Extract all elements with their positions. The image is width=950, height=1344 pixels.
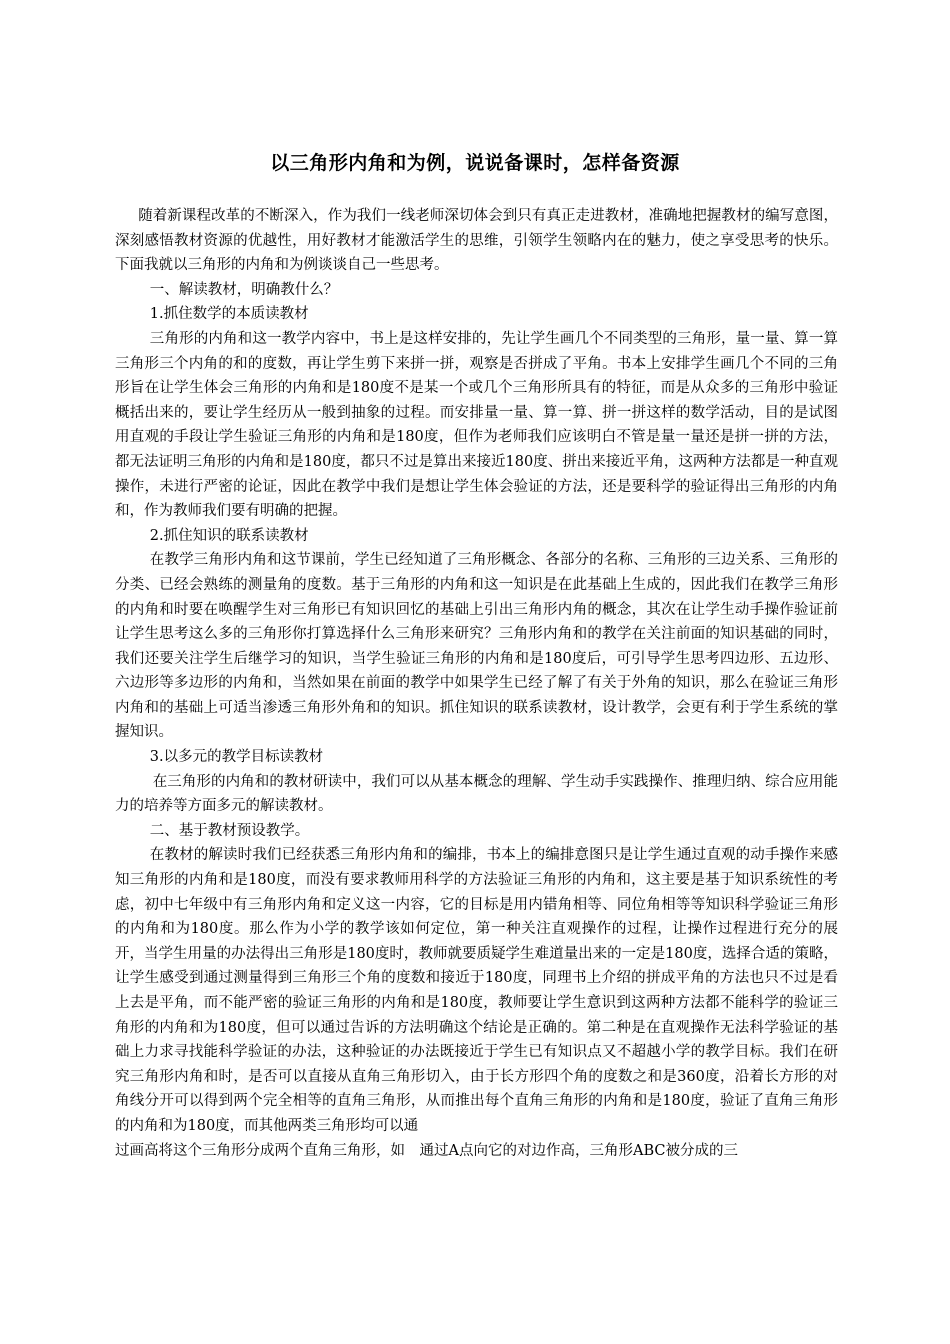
document-body [115,204,838,1163]
body-paragraph: 在三角形的内角和的教材研读中，我们可以从基本概念的理解、学生动手实践操作、推理归纳、综合应用能力的培养等方面多元的解读教材。 [115,773,838,815]
subsection-heading-1-2: 2.抓住知识的联系读教材 [149,527,309,544]
document-title: 以三角形内角和为例，说说备课时，怎样备资源 [270,152,680,174]
section-heading-2: 二、基于教材预设教学。 [149,822,310,839]
body-paragraph: 三角形的内角和这一教学内容中，书上是这样安排的，先让学生画几个不同类型的三角形，量一量、算一算三角形三个内角的和的度数，再让学生剪下来拼一拼，观察是否拼成了平角。书本上安排学生画几个不同的三角形旨在让学生体会三角形的内角和是180度不是某一个或几个三角形所具有的特征，而是从众多的三角形中验证概括出来的，要让学生经历从一般到抽象的过程。而安排量一量、算一算、拼一拼这样的数学活动，目的是试图用直观的手段让学生验证三角形的内角和是180度，但作为老师我们应该明白不管是量一量还是拼一拼的方法，都无法证明三角形的内角和是180度，都只不过是算出来接近180度、拼出来接近平角，这两种方法都是一种直观操作，未进行严密的论证，因此在教学中我们是想让学生体会验证的方法，还是要科学的验证得出三角形的内角和，作为教师我们要有明确的把握。 [115,330,838,520]
body-paragraph: 在教学三角形内角和这节课前，学生已经知道了三角形概念、各部分的名称、三角形的三边关系、三角形的分类、已经会熟练的测量角的度数。基于三角形的内角和这一知识是在此基础上生成的，因此我们在教学三角形的内角和时要在唤醒学生对三角形已有知识回忆的基础上引出三角形内角的概念，其次在让学生动手操作验证前让学生思考这么多的三角形你打算选择什么三角形来研究？三角形内角和的教学在关注前面的知识基础的同时，我们还要关注学生后继学习的知识，当学生验证三角形的内角和是180度后，可引导学生思考四边形、五边形、六边形等多边形的内角和，当然如果在前面的教学中如果学生已经了解了有关于外角的知识，那么在验证三角形内角和的基础上可适当渗透三角形外角和的知识。抓住知识的联系读教材，设计教学，会更有利于学生系统的掌握知识。 [115,552,838,741]
intro-paragraph: 随着新课程改革的不断深入，作为我们一线老师深切体会到只有真正走进教材，准确地把握教材的编写意图，深刻感悟教材资源的优越性，用好教材才能激活学生的思维，引领学生领略内在的魅力，使之享受思考的快乐。下面我就以三角形的内角和为例谈谈自己一些思考。 [115,208,838,274]
body-paragraph-continued: 过画高将这个三角形分成两个直角三角形，如 通过A点向它的对边作高，三角形ABC被分成的三 [115,1142,738,1159]
body-paragraph: 在教材的解读时我们已经获悉三角形内角和的编排，书本上的编排意图只是让学生通过直观的动手操作来感知三角形的内角和是180度，而没有要求教师用科学的方法验证三角形的内角和，这主要是基于知识系统性的考虑，初中七年级中有三角形内角和定义这一内容，它的目标是用内错角相等、同位角相等等知识科学验证三角形的内角和为180度。那么作为小学的教学该如何定位，第一种关注直观操作的过程，让操作过程进行充分的展开，当学生用量的办法得出三角形是180度时，教师就要质疑学生难道量出来的一定是180度，选择合适的策略，让学生感受到通过测量得到三角形三个角的度数和接近于180度，同理书上介绍的拼成平角的方法也只不过是看上去是平角，而不能严密的验证三角形的内角和是180度，教师要让学生意识到这两种方法都不能科学的验证三角形的内角和为180度，但可以通过告诉的方法明确这个结论是正确的。第二种是在直观操作无法科学验证的基础上力求寻找能科学验证的办法，这种验证的办法既接近于学生已有知识点又不超越小学的教学目标。我们在研究三角形内角和时，是否可以直接从直角三角形切入，由于长方形四个角的度数之和是360度，沿着长方形的对角线分开可以得到两个完全相等的直角三角形，从而推出每个直角三角形的内角和是180度，验证了直角三角形的内角和为180度，而其他两类三角形均可以通 [115,847,838,1134]
subsection-heading-1-1: 1.抓住数学的本质读教材 [149,306,309,323]
subsection-heading-1-3: 3.以多元的教学目标读教材 [149,749,324,766]
section-heading-1: 一、解读教材，明确教什么？ [149,281,339,298]
